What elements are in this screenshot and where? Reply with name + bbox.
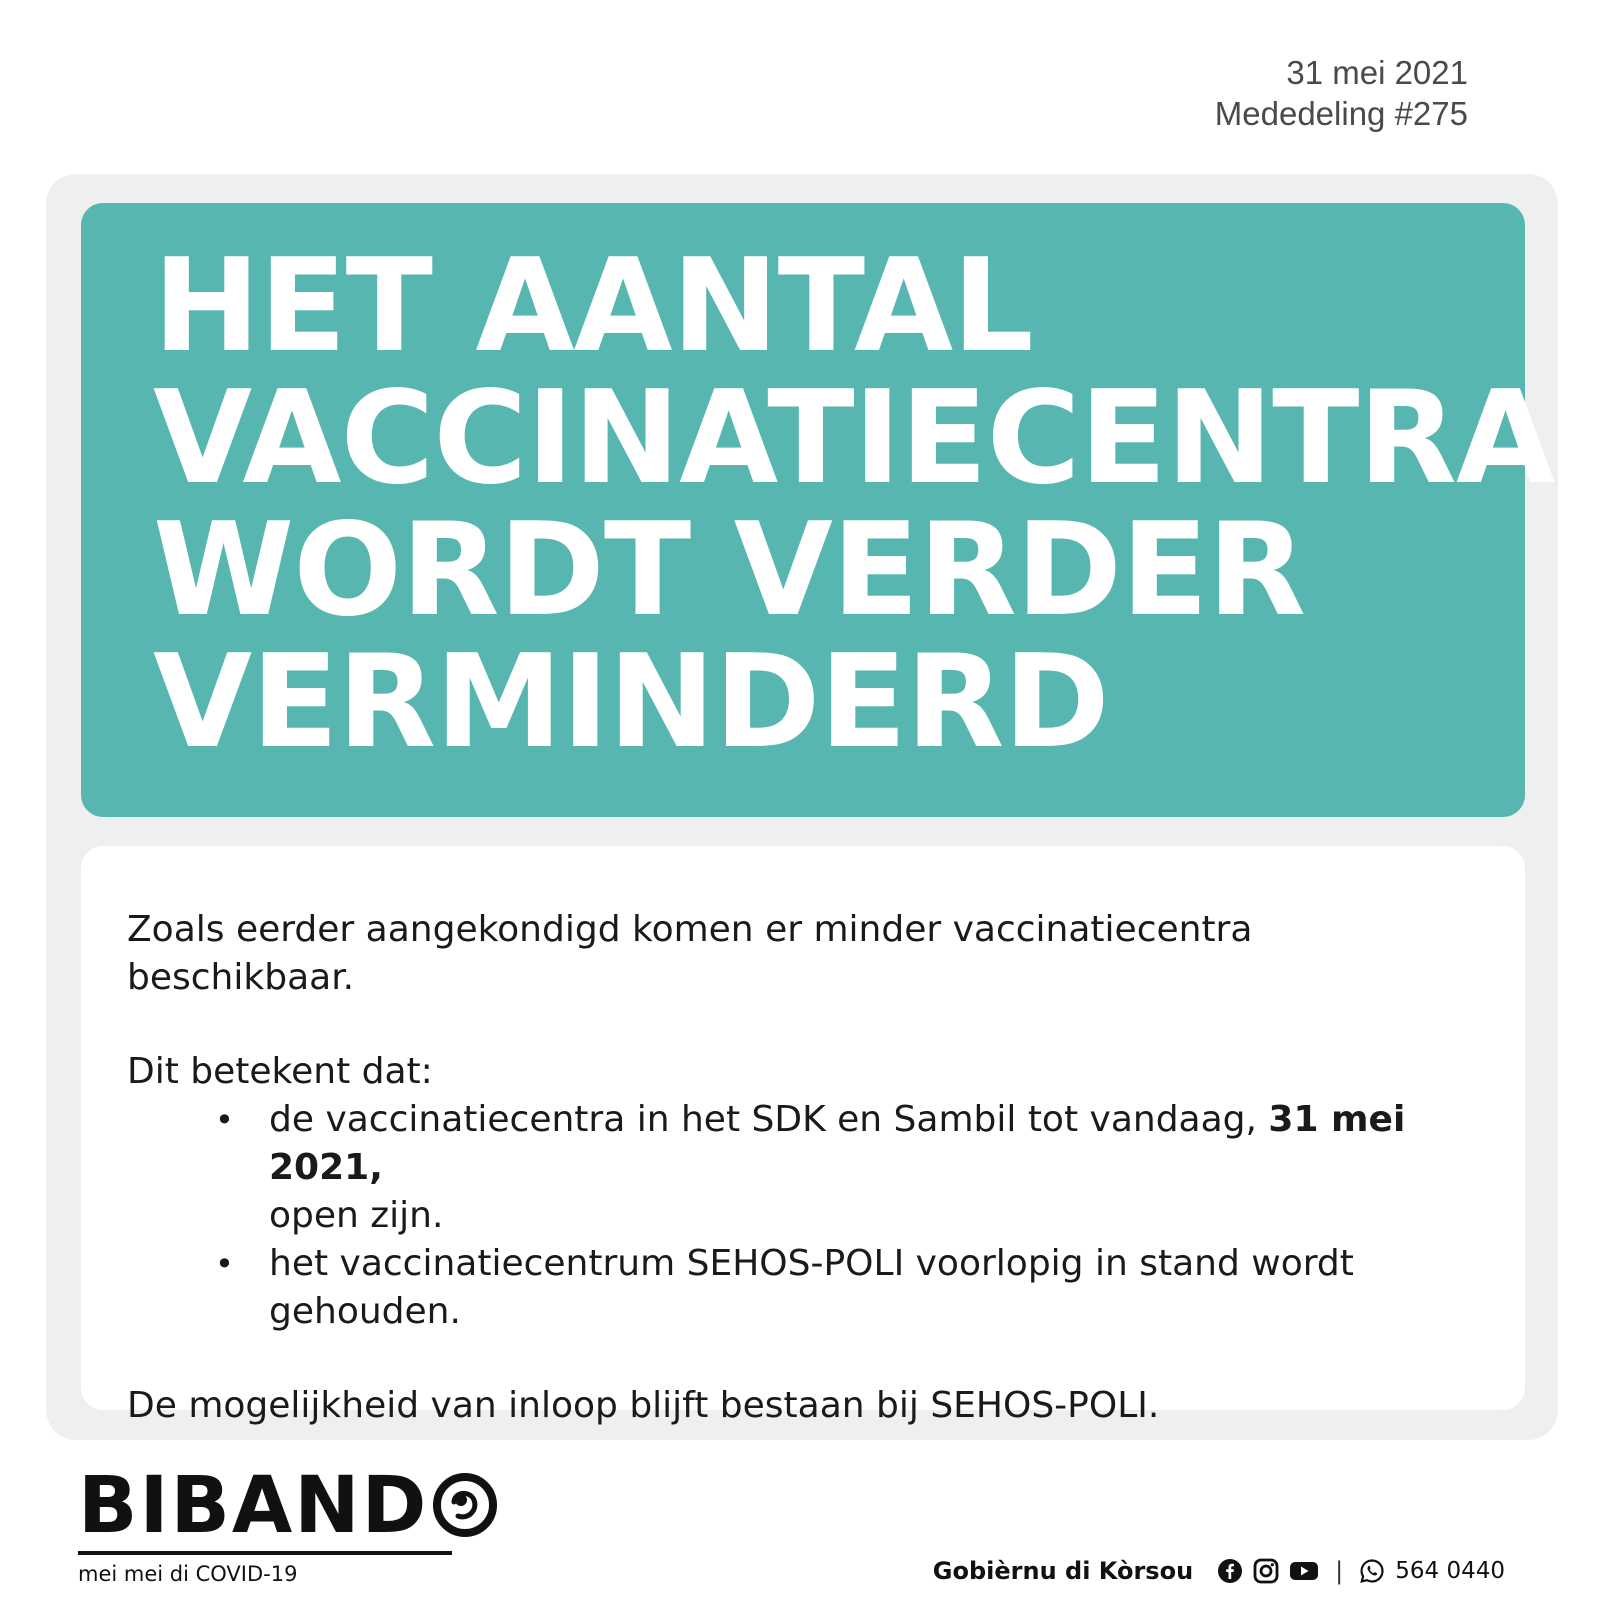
headline-line: WORDT VERDER	[153, 496, 1305, 645]
lead-paragraph: Dit betekent dat:	[127, 1051, 433, 1092]
bullet-text-cont: open zijn.	[269, 1195, 444, 1236]
headline-line: HET AANTAL	[153, 232, 1033, 381]
footer-separator: |	[1335, 1557, 1344, 1585]
logo-tagline: mei mei di COVID-19	[78, 1562, 298, 1586]
logo-text: BIBAND	[78, 1461, 429, 1551]
notice-date: 31 mei 2021	[1286, 54, 1468, 91]
closing-paragraph: De mogelijkheid van inloop blijft bestaan bij SEHOS-POLI.	[127, 1385, 1160, 1426]
instagram-icon[interactable]	[1253, 1558, 1279, 1584]
headline-line: VACCINATIECENTRA	[153, 364, 1554, 513]
body-text	[127, 906, 1487, 1430]
headline-line: VERMINDERD	[153, 628, 1109, 777]
headline	[153, 232, 1554, 777]
intro-paragraph: Zoals eerder aangekondigd komen er minder vaccinatiecentra beschikbaar.	[127, 909, 1253, 998]
headline-panel	[81, 203, 1554, 817]
bullet-text: de vaccinatiecentra in het SDK en Sambil tot vandaag,	[269, 1099, 1269, 1140]
whatsapp-icon[interactable]	[1359, 1558, 1385, 1584]
notice-reference: Mededeling #275	[1214, 95, 1468, 132]
body-panel	[81, 846, 1525, 1426]
footer-contact	[933, 1554, 1505, 1588]
bibando-logo	[78, 1461, 498, 1551]
list-item	[127, 1096, 1487, 1240]
facebook-icon[interactable]	[1217, 1558, 1243, 1584]
bullet-icon: •	[215, 1101, 234, 1139]
bullet-list	[127, 1096, 1487, 1336]
list-item	[127, 1240, 1487, 1336]
notice-meta	[1215, 52, 1468, 134]
bullet-date: 31 mei 2021,	[269, 1099, 1406, 1188]
bullet-icon: •	[215, 1245, 234, 1283]
youtube-icon[interactable]	[1289, 1558, 1319, 1584]
logo-o-mark-icon	[432, 1472, 498, 1538]
government-name: Gobièrnu di Kòrsou	[932, 1557, 1194, 1585]
phone-number: 564 0440	[1395, 1558, 1505, 1584]
logo-underline	[78, 1551, 452, 1555]
bullet-text: het vaccinatiecentrum SEHOS-POLI voorlopig in stand wordt gehouden.	[269, 1243, 1354, 1332]
